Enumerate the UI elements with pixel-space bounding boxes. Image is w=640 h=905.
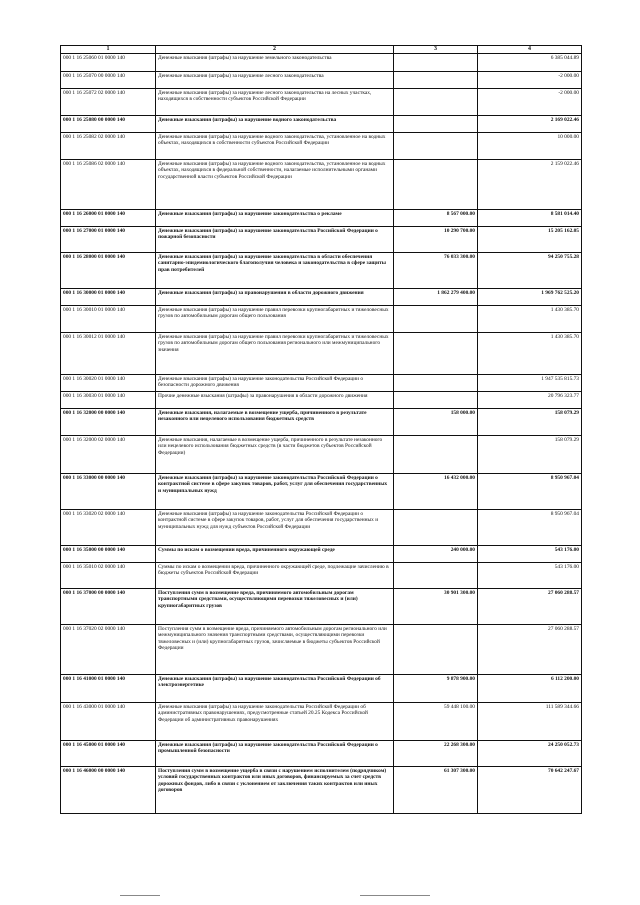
budget-revenue-table xyxy=(60,45,582,814)
row-fact-cell: 1 969 762 525.20 xyxy=(478,289,582,306)
row-plan-cell xyxy=(394,133,478,160)
row-code-cell: 000 1 16 25086 02 0000 140 xyxy=(61,160,156,210)
row-name-cell: Денежные взыскания (штрафы) за нарушение законодательства Российской Федерации об электроэнергетике xyxy=(156,675,394,703)
row-code-cell: 000 1 16 45000 01 0000 140 xyxy=(61,741,156,767)
row-code-cell: 000 1 16 25060 01 0000 140 xyxy=(61,54,156,72)
row-code-cell: 000 1 16 37000 00 0000 140 xyxy=(61,589,156,625)
row-code-cell: 000 1 16 46000 00 0000 140 xyxy=(61,767,156,814)
row-plan-cell xyxy=(394,72,478,89)
table-row xyxy=(61,546,582,563)
row-plan-cell: 240 000.00 xyxy=(394,546,478,563)
row-code-cell: 000 1 16 32000 02 0000 140 xyxy=(61,436,156,474)
row-code-cell: 000 1 16 30010 01 0000 140 xyxy=(61,306,156,333)
row-code-cell: 000 1 16 33000 00 0000 140 xyxy=(61,474,156,510)
table-body xyxy=(61,54,582,814)
table-row xyxy=(61,289,582,306)
row-fact-cell: 10 000.00 xyxy=(478,133,582,160)
table-row xyxy=(61,409,582,436)
table-row xyxy=(61,133,582,160)
table-row xyxy=(61,89,582,116)
row-fact-cell: 6 385 044.89 xyxy=(478,54,582,72)
row-code-cell: 000 1 16 25080 00 0000 140 xyxy=(61,116,156,133)
row-fact-cell: 20 796 323.77 xyxy=(478,392,582,409)
table-row xyxy=(61,510,582,546)
row-plan-cell xyxy=(394,436,478,474)
row-fact-cell: 158 079.29 xyxy=(478,436,582,474)
row-fact-cell: 94 250 755.28 xyxy=(478,253,582,289)
row-code-cell: 000 1 16 35000 00 0000 140 xyxy=(61,546,156,563)
row-plan-cell: 76 033 300.00 xyxy=(394,253,478,289)
row-name-cell: Прочие денежные взыскания (штрафы) за правонарушения в области дорожного движения xyxy=(156,392,394,409)
row-name-cell: Суммы по искам о возмещении вреда, причиненного окружающей среде, подлежащие зачислению в бюджеты субъектов Российской Федерации xyxy=(156,563,394,589)
table-row xyxy=(61,333,582,375)
column-number-3: 3 xyxy=(394,46,478,54)
row-plan-cell: 61 307 300.00 xyxy=(394,767,478,814)
row-name-cell: Денежные взыскания (штрафы) за нарушение водного законодательства, установленное на водных объектах, находящихся в федеральной собственности, налагаемые исполнительными органами государственной власти субъектов Российской Федерации xyxy=(156,160,394,210)
row-plan-cell: 8 567 000.00 xyxy=(394,210,478,227)
row-code-cell: 000 1 16 41000 01 0000 140 xyxy=(61,675,156,703)
row-plan-cell: 158 000.00 xyxy=(394,409,478,436)
row-fact-cell: 2 169 022.46 xyxy=(478,116,582,133)
row-code-cell: 000 1 16 30020 01 0000 140 xyxy=(61,375,156,392)
row-fact-cell: 8 581 014.40 xyxy=(478,210,582,227)
row-name-cell: Денежные взыскания (штрафы) за правонарушения в области дорожного движения xyxy=(156,289,394,306)
row-name-cell: Денежные взыскания (штрафы) за нарушение водного законодательства xyxy=(156,116,394,133)
column-number-header-row xyxy=(61,46,582,54)
column-number-1: 1 xyxy=(61,46,156,54)
row-code-cell: 000 1 16 37020 02 0000 140 xyxy=(61,625,156,675)
table-row xyxy=(61,253,582,289)
table-row xyxy=(61,703,582,741)
column-number-2: 2 xyxy=(156,46,394,54)
row-plan-cell: 1 862 279 400.00 xyxy=(394,289,478,306)
row-code-cell: 000 1 16 25082 02 0000 140 xyxy=(61,133,156,160)
table-row xyxy=(61,72,582,89)
row-fact-cell: 8 950 967.04 xyxy=(478,474,582,510)
row-name-cell: Денежные взыскания (штрафы) за нарушение законодательства Российской Федерации о пожарной безопасности xyxy=(156,227,394,253)
row-code-cell: 000 1 16 32000 00 0000 140 xyxy=(61,409,156,436)
row-name-cell: Суммы по искам о возмещении вреда, причиненного окружающей среде xyxy=(156,546,394,563)
row-plan-cell xyxy=(394,563,478,589)
row-code-cell: 000 1 16 25072 02 0000 140 xyxy=(61,89,156,116)
row-fact-cell: 1 430 385.70 xyxy=(478,306,582,333)
row-code-cell: 000 1 16 25070 00 0000 140 xyxy=(61,72,156,89)
page-footer-marks xyxy=(60,893,581,899)
row-fact-cell: -2 000.00 xyxy=(478,72,582,89)
row-plan-cell xyxy=(394,160,478,210)
row-plan-cell: 9 878 900.00 xyxy=(394,675,478,703)
column-number-4: 4 xyxy=(478,46,582,54)
table-row xyxy=(61,675,582,703)
row-name-cell: Денежные взыскания (штрафы) за нарушение законодательства Российской Федерации о контрактной системе в сфере закупок товаров, работ, услуг для обеспечения государственных и муниципальных нужд для нужд субъектов Российской Федерации xyxy=(156,510,394,546)
table-row xyxy=(61,375,582,392)
row-fact-cell: 111 589 344.66 xyxy=(478,703,582,741)
table-row xyxy=(61,474,582,510)
row-fact-cell: -2 000.00 xyxy=(478,89,582,116)
row-name-cell: Денежные взыскания (штрафы) за нарушение законодательства Российской Федерации о безопасности дорожного движения xyxy=(156,375,394,392)
table-row xyxy=(61,767,582,814)
table-row xyxy=(61,227,582,253)
row-plan-cell: 16 432 000.00 xyxy=(394,474,478,510)
table-row xyxy=(61,563,582,589)
row-fact-cell: 6 112 200.00 xyxy=(478,675,582,703)
row-fact-cell: 543 176.00 xyxy=(478,563,582,589)
row-code-cell: 000 1 16 30000 01 0000 140 xyxy=(61,289,156,306)
row-plan-cell xyxy=(394,89,478,116)
row-plan-cell xyxy=(394,625,478,675)
row-fact-cell: 158 079.29 xyxy=(478,409,582,436)
row-fact-cell: 1 947 535 815.73 xyxy=(478,375,582,392)
row-code-cell: 000 1 16 33020 02 0000 140 xyxy=(61,510,156,546)
row-fact-cell: 27 060 288.57 xyxy=(478,589,582,625)
row-code-cell: 000 1 16 30012 01 0000 140 xyxy=(61,333,156,375)
row-name-cell: Денежные взыскания (штрафы) за нарушение земельного законодательства xyxy=(156,54,394,72)
row-fact-cell: 70 642 247.67 xyxy=(478,767,582,814)
row-fact-cell: 1 430 385.70 xyxy=(478,333,582,375)
row-code-cell: 000 1 16 35010 02 0000 140 xyxy=(61,563,156,589)
row-name-cell: Денежные взыскания (штрафы) за нарушение законодательства Российской Федерации о контрактной системе в сфере закупок товаров, работ, услуг для обеспечения государственных и муниципальных нужд xyxy=(156,474,394,510)
row-name-cell: Денежные взыскания (штрафы) за нарушение законодательства о рекламе xyxy=(156,210,394,227)
row-fact-cell: 8 950 967.04 xyxy=(478,510,582,546)
table-row xyxy=(61,436,582,474)
row-name-cell: Денежные взыскания (штрафы) за нарушение лесного законодательства xyxy=(156,72,394,89)
row-plan-cell xyxy=(394,375,478,392)
footer-mark-right xyxy=(360,895,430,896)
row-name-cell: Денежные взыскания (штрафы) за нарушение законодательства Российской Федерации о промышленной безопасности xyxy=(156,741,394,767)
row-name-cell: Денежные взыскания (штрафы) за нарушение законодательства в области обеспечения санитарно-эпидемиологического благополучия человека и законодательства в сфере защиты прав потребителей xyxy=(156,253,394,289)
table-row xyxy=(61,210,582,227)
budget-table-sheet xyxy=(60,45,581,814)
row-code-cell: 000 1 16 28000 01 0000 140 xyxy=(61,253,156,289)
row-name-cell: Поступления сумм в возмещение вреда, причиняемого автомобильным дорогам транспортными средствами, осуществляющими перевозки тяжеловесных и (или) крупногабаритных грузов xyxy=(156,589,394,625)
row-code-cell: 000 1 16 30030 01 0000 140 xyxy=(61,392,156,409)
table-row xyxy=(61,392,582,409)
row-plan-cell xyxy=(394,510,478,546)
row-name-cell: Денежные взыскания (штрафы) за нарушение правил перевозки крупногабаритных и тяжеловесных грузов по автомобильным дорогам общего пользования регионального или межмуниципального значения xyxy=(156,333,394,375)
row-code-cell: 000 1 16 43000 01 0000 140 xyxy=(61,703,156,741)
row-fact-cell: 24 250 052.73 xyxy=(478,741,582,767)
row-plan-cell: 30 901 300.00 xyxy=(394,589,478,625)
table-row xyxy=(61,54,582,72)
row-plan-cell: 59 448 100.00 xyxy=(394,703,478,741)
row-plan-cell xyxy=(394,54,478,72)
table-row xyxy=(61,306,582,333)
footer-mark-left xyxy=(120,895,160,896)
row-name-cell: Денежные взыскания, налагаемые в возмещение ущерба, причиненного в результате незаконного или нецелевого использования бюджетных средств xyxy=(156,409,394,436)
table-row xyxy=(61,116,582,133)
row-name-cell: Денежные взыскания (штрафы) за нарушение водного законодательства, установленное на водных объектах, находящихся в собственности субъектов Российской Федерации xyxy=(156,133,394,160)
row-name-cell: Поступления сумм в возмещение ущерба в связи с нарушением исполнителем (подрядчиком) условий государственных контрактов или иных договоров, финансируемых за счет средств дорожных фондов, либо в связи с уклонением от заключения таких контрактов или иных договоров xyxy=(156,767,394,814)
table-row xyxy=(61,160,582,210)
row-code-cell: 000 1 16 27000 01 0000 140 xyxy=(61,227,156,253)
row-plan-cell xyxy=(394,306,478,333)
row-name-cell: Денежные взыскания (штрафы) за нарушение правил перевозки крупногабаритных и тяжеловесных грузов по автомобильным дорогам общего пользования xyxy=(156,306,394,333)
row-plan-cell xyxy=(394,116,478,133)
row-name-cell: Поступления сумм в возмещение вреда, причиняемого автомобильным дорогам регионального или межмуниципального значения транспортными средствами, осуществляющими перевозки тяжеловесных и (или) крупногабаритных грузов, зачисляемые в бюджеты субъектов Российской Федерации xyxy=(156,625,394,675)
row-fact-cell: 543 176.00 xyxy=(478,546,582,563)
table-row xyxy=(61,625,582,675)
row-fact-cell: 15 205 162.05 xyxy=(478,227,582,253)
row-name-cell: Денежные взыскания, налагаемые в возмещение ущерба, причиненного в результате незаконного или нецелевого использования бюджетных средств (в части бюджетов субъектов Российской Федерации) xyxy=(156,436,394,474)
row-fact-cell: 2 159 022.46 xyxy=(478,160,582,210)
row-code-cell: 000 1 16 26000 01 0000 140 xyxy=(61,210,156,227)
row-fact-cell: 27 060 288.57 xyxy=(478,625,582,675)
row-plan-cell xyxy=(394,392,478,409)
row-plan-cell: 10 290 700.00 xyxy=(394,227,478,253)
row-plan-cell: 22 268 300.00 xyxy=(394,741,478,767)
table-row xyxy=(61,589,582,625)
row-name-cell: Денежные взыскания (штрафы) за нарушение лесного законодательства на лесных участках, находящихся в собственности субъектов Российской Федерации xyxy=(156,89,394,116)
row-plan-cell xyxy=(394,333,478,375)
row-name-cell: Денежные взыскания (штрафы) за нарушение законодательства Российской Федерации об административных правонарушениях, предусмотренные статьей 20.25 Кодекса Российской Федерации об административных правонарушениях xyxy=(156,703,394,741)
table-row xyxy=(61,741,582,767)
